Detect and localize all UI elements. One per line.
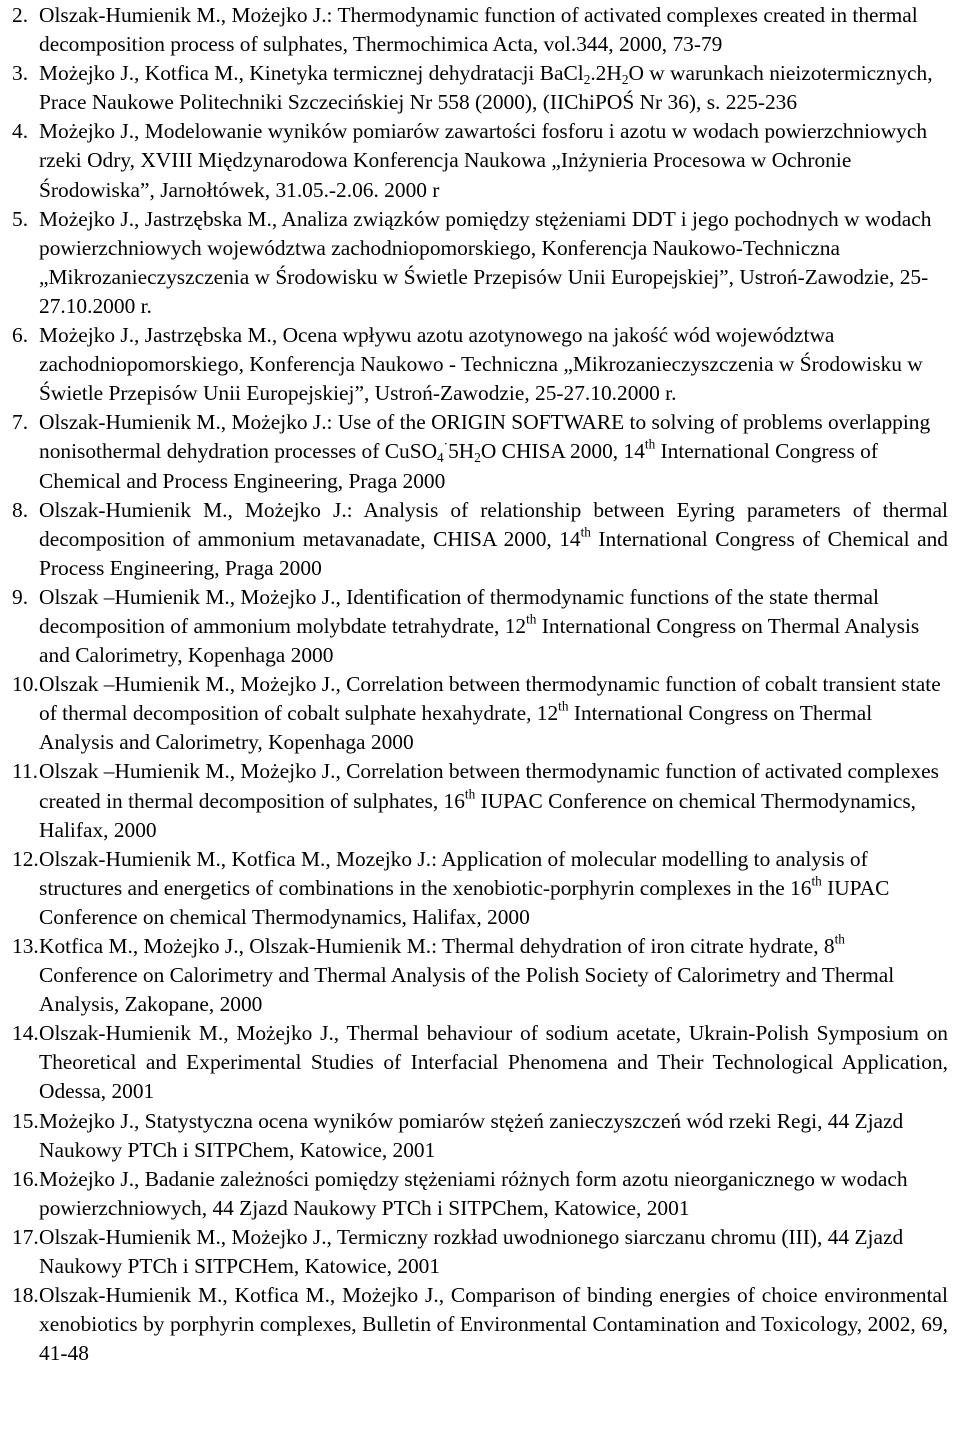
reference-text: Możejko J., Badanie zależności pomiędzy stężeniami różnych form azotu nieorganicznego w wodach powierzchniowych, 44 Zjazd Naukowy PTCh i SITPChem, Katowice, 2001 bbox=[39, 1166, 908, 1220]
reference-text: Kotfica M., Możejko J., Olszak-Humienik M.: Thermal dehydration of iron citrate hydrate, 8th Conference on Calorimetry and Thermal Analysis of the Polish Society of Calorimetry and Thermal Analysis, Zakopane, 2000 bbox=[39, 931, 895, 1017]
reference-number: 18. bbox=[12, 1283, 39, 1308]
reference-text: Możejko J., Jastrzębska M., Analiza związków pomiędzy stężeniami DDT i jego pochodnych w wodach powierzchniowych województwa zachodniopomorskiego, Konferencja Naukowo-Techniczna „Mikrozanieczyszczenia w Środowisku w Świetle Przepisów Unii Europejskiej”, Ustroń-Zawodzie, 25-27.10.2000 r. bbox=[39, 206, 932, 318]
reference-number: 5. bbox=[12, 206, 29, 231]
reference-number: 16. bbox=[12, 1166, 39, 1191]
reference-number: 17. bbox=[12, 1224, 39, 1249]
reference-text: Możejko J., Jastrzębska M., Ocena wpływu azotu azotynowego na jakość wód województwa zachodniopomorskiego, Konferencja Naukowo - Techniczna „Mikrozanieczyszczenia w Środowisku w Świetle Przepisów Unii Europejskiej”, Ustroń-Zawodzie, 25-27.10.2000 r. bbox=[39, 323, 923, 406]
reference-text: Olszak –Humienik M., Możejko J., Correlation between thermodynamic function of activated complexes created in thermal decomposition of sulphates, 16th IUPAC Conference on chemical Thermodynamics, Halifax, 2000 bbox=[39, 759, 939, 842]
reference-number: 9. bbox=[12, 584, 29, 609]
reference-number: 13. bbox=[12, 934, 39, 958]
reference-item-13 bbox=[12, 932, 948, 1019]
reference-item-16 bbox=[12, 1165, 948, 1223]
reference-text: Olszak-Humienik M., Możejko J.: Use of the ORIGIN SOFTWARE to solving of problems overlapping nonisothermal dehydration processes of $CuSO_4^\cdot 5H_2O$ CHISA 2000, 14th International Congress of Chemical and Process Engineering, Praga 2000 bbox=[39, 410, 931, 493]
reference-item-5 bbox=[12, 205, 948, 321]
reference-item-12 bbox=[12, 845, 948, 932]
reference-item-8 bbox=[12, 496, 948, 583]
reference-text: Możejko J., Statystyczna ocena wyników pomiarów stężeń zanieczyszczeń wód rzeki Regi, 44 Zjazd Naukowy PTCh i SITPChem, Katowice, 2001 bbox=[39, 1108, 904, 1162]
reference-number: 3. bbox=[12, 61, 29, 86]
reference-item-18 bbox=[12, 1281, 948, 1368]
reference-text: Olszak-Humienik M., Kotfica M., Możejko J., Comparison of binding energies of choice environmental xenobiotics by porphyrin complexes, Bulletin of Environmental Contamination and Toxicology, 2002, 69, 41-48 bbox=[39, 1283, 948, 1366]
reference-number: 4. bbox=[12, 119, 29, 144]
reference-number: 12. bbox=[12, 846, 39, 871]
reference-number: 15. bbox=[12, 1108, 39, 1133]
reference-number: 10. bbox=[12, 672, 39, 697]
reference-text: Olszak-Humienik M., Możejko J., Termiczny rozkład uwodnionego siarczanu chromu (III), 44 Zjazd Naukowy PTCh i SITPCHem, Katowice, 2001 bbox=[39, 1224, 904, 1279]
reference-item-17 bbox=[12, 1223, 948, 1281]
reference-item-14 bbox=[12, 1019, 948, 1106]
reference-number: 8. bbox=[12, 497, 29, 522]
reference-number: 14. bbox=[12, 1021, 39, 1046]
reference-item-10 bbox=[12, 670, 948, 757]
reference-text: Olszak –Humienik M., Możejko J., Correlation between thermodynamic function of cobalt transient state of thermal decomposition of cobalt sulphate hexahydrate, 12th International Congress on Thermal Analysis and Calorimetry, Kopenhaga 2000 bbox=[39, 672, 941, 755]
reference-item-3 bbox=[12, 59, 948, 117]
reference-item-9 bbox=[12, 583, 948, 670]
reference-item-4 bbox=[12, 117, 948, 204]
reference-item-2 bbox=[12, 1, 948, 59]
reference-list bbox=[12, 1, 948, 1368]
reference-item-6 bbox=[12, 321, 948, 408]
reference-text: Olszak –Humienik M., Możejko J., Identification of thermodynamic functions of the state thermal decomposition of ammonium molybdate tetrahydrate, 12th International Congress on Thermal Analysis and Calorimetry, Kopenhaga 2000 bbox=[39, 584, 920, 668]
reference-number: 2. bbox=[12, 3, 29, 27]
reference-text: Olszak-Humienik M., Kotfica M., Mozejko J.: Application of molecular modelling to analysis of structures and energetics of combinations in the xenobiotic-porphyrin complexes in the 16th IUPAC Conference on chemical Thermodynamics, Halifax, 2000 bbox=[39, 846, 890, 929]
reference-number: 11. bbox=[12, 759, 38, 784]
reference-text: Olszak-Humienik M., Możejko J.: Thermodynamic function of activated complexes created in thermal decomposition process of sulphates, Thermochimica Acta, vol.344, 2000, 73-79 bbox=[39, 3, 918, 57]
reference-text: Olszak-Humienik M., Możejko J., Thermal behaviour of sodium acetate, Ukrain-Polish Symposium on Theoretical and Experimental Studies of Interfacial Phenomena and Their Technological Application, Odessa, 2001 bbox=[39, 1021, 948, 1104]
reference-number: 7. bbox=[12, 410, 29, 435]
reference-item-7 bbox=[12, 408, 948, 495]
reference-text: Olszak-Humienik M., Możejko J.: Analysis of relationship between Eyring parameters of thermal decomposition of ammonium metavanadate, CHISA 2000, 14th International Congress of Chemical and Process Engineering, Praga 2000 bbox=[39, 497, 948, 580]
reference-item-15 bbox=[12, 1107, 948, 1165]
reference-text: Możejko J., Kotfica M., Kinetyka termicznej dehydratacji $BaCl_2.2H_2O$ w warunkach nieizotermicznych, Prace Naukowe Politechniki Szczecińskiej Nr 558 (2000), (IIChiPOŚ Nr 36), s. 225-236 bbox=[39, 61, 933, 115]
reference-text: Możejko J., Modelowanie wyników pomiarów zawartości fosforu i azotu w wodach powierzchniowych rzeki Odry, XVIII Międzynarodowa Konferencja Naukowa „Inżynieria Procesowa w Ochronie Środowiska”, Jarnołtówek, 31.05.-2.06. 2000 r bbox=[39, 119, 928, 202]
reference-number: 6. bbox=[12, 323, 29, 348]
reference-item-11 bbox=[12, 757, 948, 844]
